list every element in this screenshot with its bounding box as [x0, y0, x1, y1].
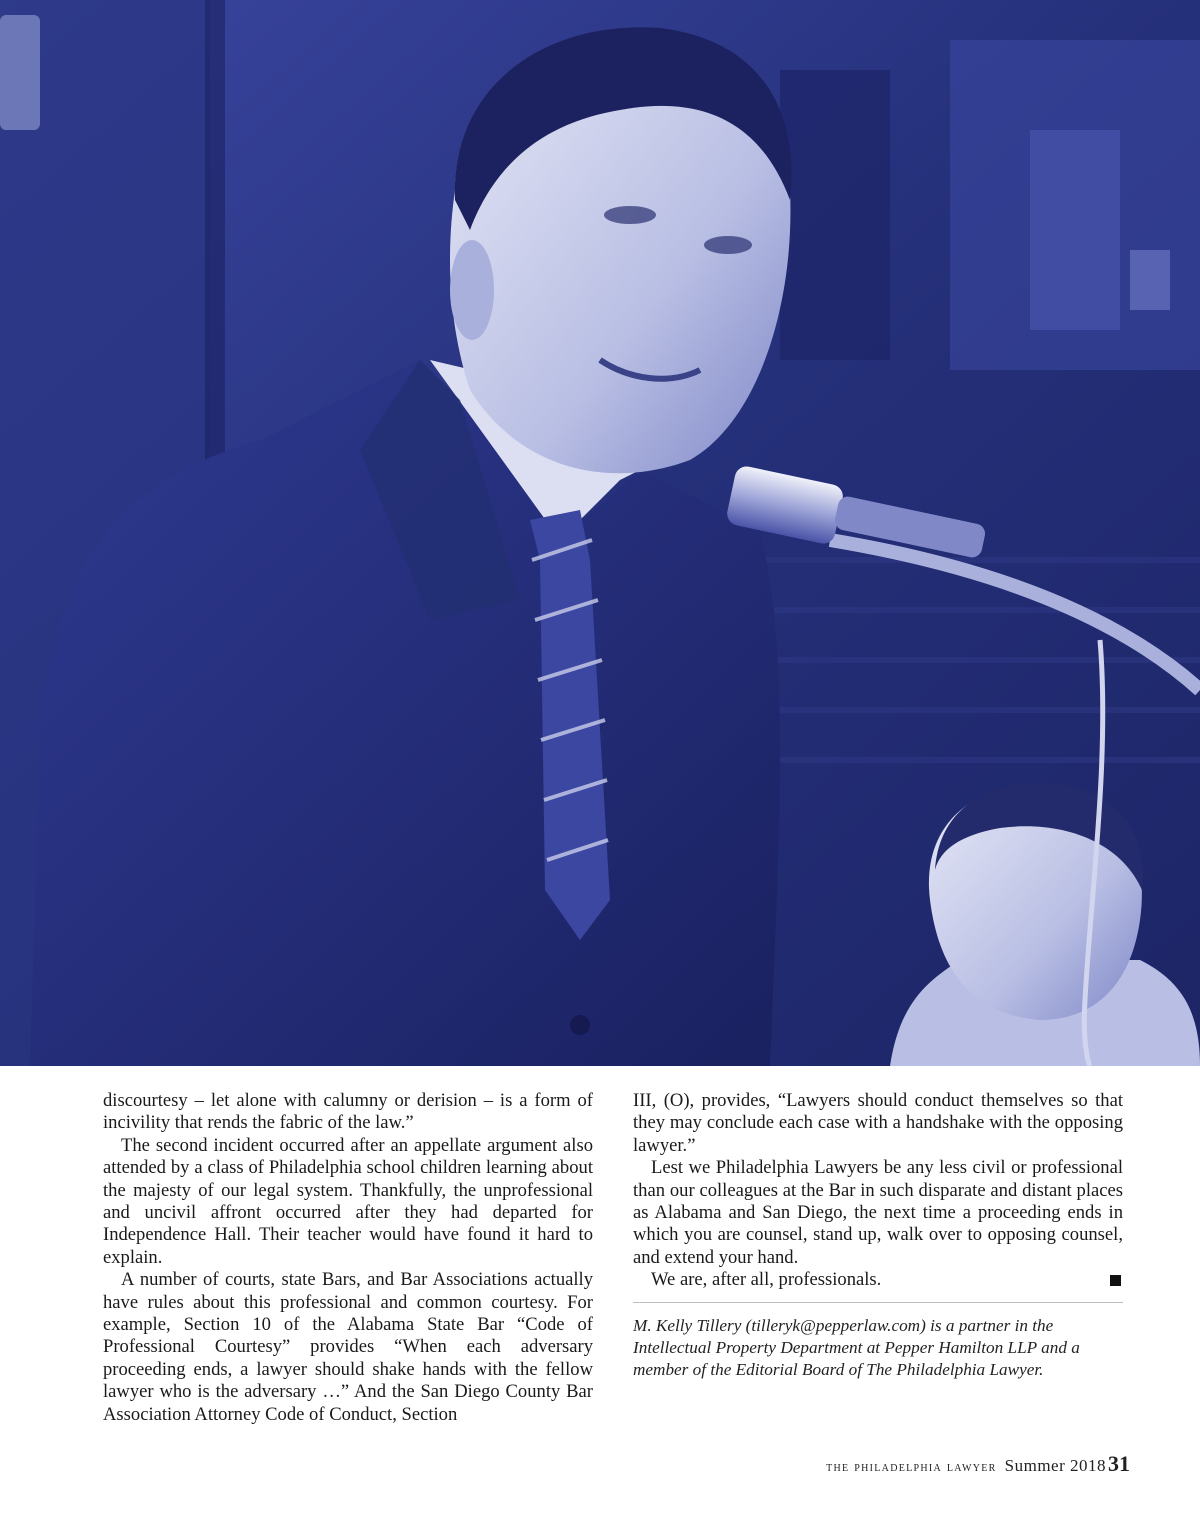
publication-name: the philadelphia lawyer — [826, 1460, 997, 1475]
divider — [633, 1302, 1123, 1303]
author-bio: M. Kelly Tillery (tilleryk@pepperlaw.com) is a partner in the Intellectual Property Department at Pepper Hamilton LLP and a member of the Editorial Board of The Philadelphia Lawyer. — [633, 1315, 1080, 1380]
left-column — [103, 1090, 593, 1426]
issue-date: Summer 2018 — [1004, 1456, 1106, 1475]
body-paragraph: Lest we Philadelphia Lawyers be any less civil or professional than our colleagues at the Bar in such disparate and distant places as Alabama and San Diego, the next time a proceeding ends in which you are counsel, stand up, walk over to opposing counsel, and extend your hand. — [633, 1157, 1123, 1268]
body-paragraph: The second incident occurred after an appellate argument also attended by a class of Philadelphia school children learning about the majesty of our legal system. Thankfully, the unprofessional and uncivil affront occurred after they had departed for Independence Hall. Their teacher would have found it hard to explain. — [103, 1134, 593, 1268]
closing-paragraph — [633, 1269, 1123, 1291]
page-number: 31 — [1108, 1451, 1130, 1476]
end-of-article-square-icon — [1110, 1275, 1121, 1286]
body-paragraph: discourtesy – let alone with calumny or derision – is a form of incivility that rends the fabric of the law.” — [103, 1090, 593, 1134]
page-footer — [826, 1451, 1130, 1477]
closing-text: We are, after all, professionals. — [651, 1269, 882, 1291]
body-paragraph: A number of courts, state Bars, and Bar Associations actually have rules about this professional and common courtesy. For example, Section 10 of the Alabama State Bar “Code of Professional Courtesy” provides “When each adversary proceeding ends, a lawyer should shake hands with the fellow lawyer who is the adversary …” And the San Diego County Bar Association Attorney Code of Conduct, Section — [103, 1269, 593, 1425]
body-paragraph: III, (O), provides, “Lawyers should conduct themselves so that they may conclude each case with a handshake with the opposing lawyer.” — [633, 1090, 1123, 1156]
right-column — [633, 1090, 1123, 1382]
